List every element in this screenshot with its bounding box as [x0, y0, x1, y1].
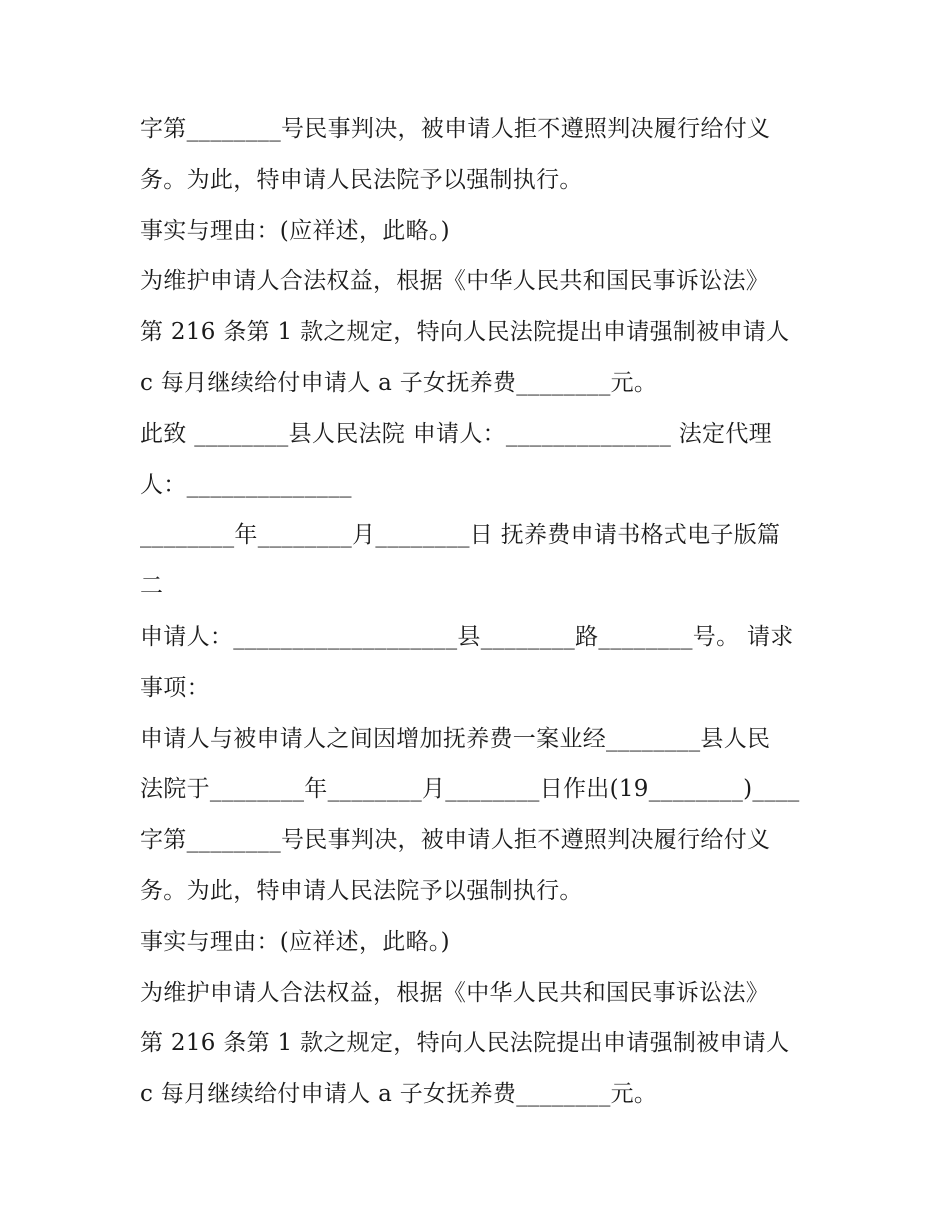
text-line: 事实与理由：(应祥述，此略。) — [140, 928, 450, 955]
text-line: 为维护申请人合法权益，根据《中华人民共和国民事诉讼法》 — [140, 268, 770, 295]
text-line: 第 216 条第 1 款之规定，特向人民法院提出申请强制被申请人 — [140, 1030, 790, 1057]
text-line: 第 216 条第 1 款之规定，特向人民法院提出申请强制被申请人 — [140, 319, 790, 346]
text-line: 字第________号民事判决，被申请人拒不遵照判决履行给付义 — [140, 116, 771, 142]
text-line: 人：______________ — [140, 471, 352, 498]
text-line: 二 — [140, 573, 164, 600]
text-line: c 每月继续给付申请人 a 子女抚养费________元。 — [140, 1081, 658, 1108]
text-line: c 每月继续给付申请人 a 子女抚养费________元。 — [140, 369, 658, 396]
text-line: 申请人：___________________县________路________号。 请求 — [140, 623, 794, 650]
text-line: 事实与理由：(应祥述，此略。) — [140, 217, 450, 244]
text-line: 法院于________年________月________日作出(19________)____ — [140, 776, 800, 803]
text-line: 务。为此，特申请人民法院予以强制执行。 — [140, 166, 583, 193]
text-line: 申请人与被申请人之间因增加抚养费一案业经________县人民 — [140, 725, 771, 752]
document-body — [140, 104, 820, 1120]
text-line: 字第________号民事判决，被申请人拒不遵照判决履行给付义 — [140, 827, 771, 854]
text-line: 事项： — [140, 674, 210, 701]
text-line: 此致 ________县人民法院 申请人：______________ 法定代理 — [140, 420, 772, 447]
text-line: ________年________月________日 抚养费申请书格式电子版篇 — [140, 522, 781, 549]
text-line: 务。为此，特申请人民法院予以强制执行。 — [140, 877, 583, 904]
text-line: 为维护申请人合法权益，根据《中华人民共和国民事诉讼法》 — [140, 979, 770, 1006]
